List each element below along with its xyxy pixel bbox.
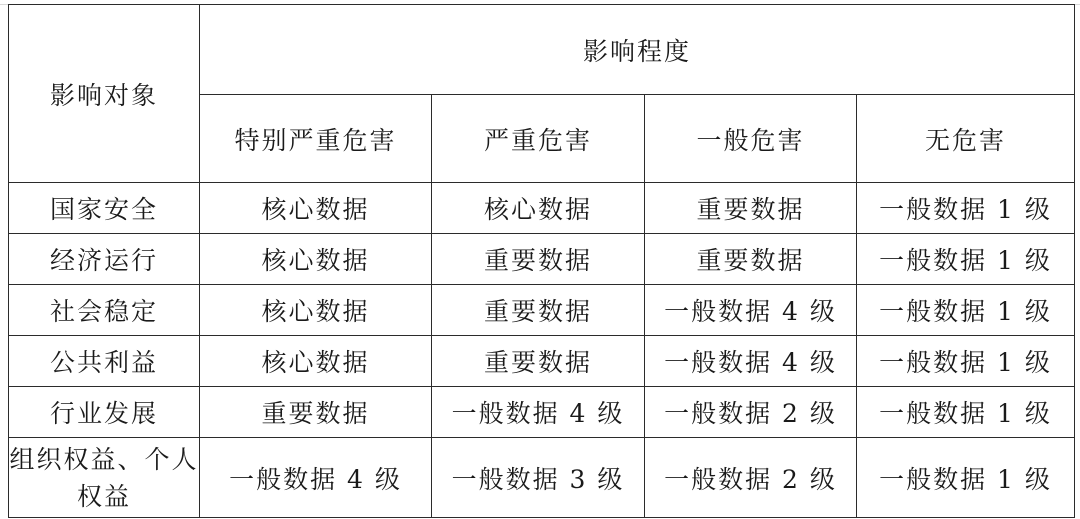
table-cell: 一般数据 3 级	[432, 438, 645, 518]
table-cell: 核心数据	[200, 234, 432, 285]
table-cell: 一般数据 4 级	[645, 336, 857, 387]
table-cell: 一般数据 1 级	[857, 438, 1075, 518]
table-cell: 一般数据 1 级	[857, 387, 1075, 438]
column-header-general: 一般危害	[645, 95, 857, 183]
row-header-cell: 国家安全	[9, 183, 200, 234]
table-row	[9, 183, 1075, 234]
row-header-cell: 行业发展	[9, 387, 200, 438]
row-header-cell: 经济运行	[9, 234, 200, 285]
table-cell: 重要数据	[200, 387, 432, 438]
table-cell: 一般数据 4 级	[645, 285, 857, 336]
table-row	[9, 438, 1075, 518]
table-cell: 一般数据 1 级	[857, 183, 1075, 234]
table-cell: 一般数据 1 级	[857, 285, 1075, 336]
table-cell: 重要数据	[645, 183, 857, 234]
table-cell: 重要数据	[645, 234, 857, 285]
table-cell: 重要数据	[432, 336, 645, 387]
column-header-none: 无危害	[857, 95, 1075, 183]
data-grading-table	[8, 4, 1075, 518]
table-row	[9, 285, 1075, 336]
table-cell: 重要数据	[432, 234, 645, 285]
table-cell: 核心数据	[200, 285, 432, 336]
table-cell: 一般数据 2 级	[645, 387, 857, 438]
row-header-cell: 组织权益、个人权益	[9, 438, 200, 518]
table-cell: 核心数据	[200, 336, 432, 387]
table-cell: 核心数据	[200, 183, 432, 234]
column-header-especially-severe: 特别严重危害	[200, 95, 432, 183]
row-header-cell: 社会稳定	[9, 285, 200, 336]
header-row-group	[9, 5, 1075, 95]
table-row	[9, 387, 1075, 438]
column-header-severe: 严重危害	[432, 95, 645, 183]
table-cell: 一般数据 1 级	[857, 234, 1075, 285]
table-cell: 一般数据 4 级	[432, 387, 645, 438]
table-cell: 核心数据	[432, 183, 645, 234]
table-row	[9, 234, 1075, 285]
table-cell: 一般数据 1 级	[857, 336, 1075, 387]
corner-header-impact-object: 影响对象	[9, 5, 200, 183]
table-cell: 一般数据 2 级	[645, 438, 857, 518]
table-cell: 一般数据 4 级	[200, 438, 432, 518]
table-row	[9, 336, 1075, 387]
row-header-cell: 公共利益	[9, 336, 200, 387]
table-cell: 重要数据	[432, 285, 645, 336]
group-header-impact-degree: 影响程度	[200, 5, 1075, 95]
